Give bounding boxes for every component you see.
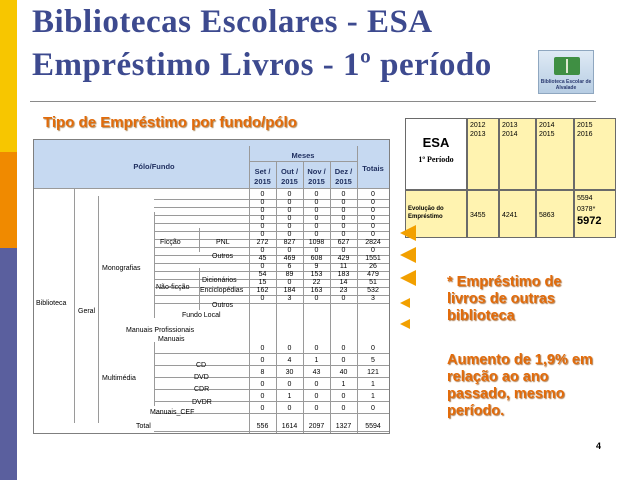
month-value-cell: 0 — [341, 393, 346, 400]
month-value-cell: 0 — [260, 405, 265, 412]
month-value-cell: 0 — [314, 191, 319, 198]
month-value-cell: 3 — [287, 295, 292, 302]
label-manuais-profissionais: Manuais Profissionais — [126, 327, 195, 334]
row-divider — [154, 377, 389, 378]
label-outros-naoficcao: Outros — [212, 302, 234, 309]
page-number: 4 — [596, 441, 602, 451]
month-value-cell: 0 — [341, 191, 346, 198]
month-value-cell: 0 — [287, 207, 292, 214]
esa-year: 2014 2015 — [536, 118, 574, 190]
month-value-cell: 183 — [337, 271, 350, 278]
month-value-cell: 153 — [310, 271, 323, 278]
month-value-cell: 40 — [339, 369, 348, 376]
month-value-cell: 0 — [341, 357, 346, 364]
label-outros: Outros — [212, 253, 234, 260]
month-value-cell: 556 — [256, 423, 269, 430]
label-dvd: DVD — [194, 374, 209, 381]
month-value-cell: 0 — [314, 381, 319, 388]
month-value-cell: 1 — [287, 393, 292, 400]
month-value-cell: 0 — [287, 405, 292, 412]
row-divider — [154, 353, 389, 354]
month-value-cell: 0 — [287, 199, 292, 206]
header-month-year: 2015 — [308, 177, 325, 186]
row-total-cell: 0 — [371, 231, 375, 238]
row-divider — [154, 431, 389, 432]
label-fundo-local: Fundo Local — [182, 312, 221, 319]
accent-bar-orange — [0, 152, 17, 248]
row-total-cell: 1551 — [365, 255, 381, 262]
row-total-cell: 0 — [371, 215, 375, 222]
month-value-cell: 0 — [341, 223, 346, 230]
row-total-cell: 2824 — [365, 239, 381, 246]
month-value-cell: 0 — [260, 357, 265, 364]
header-month: Nov / — [307, 167, 326, 176]
accent-bar-blue — [0, 248, 17, 480]
month-value-cell: 0 — [314, 231, 319, 238]
row-total-cell: 1 — [371, 393, 375, 400]
month-value-cell: 0 — [260, 199, 265, 206]
month-value-cell: 22 — [312, 279, 321, 286]
month-value-cell: 0 — [260, 263, 265, 270]
row-total-cell: 26 — [369, 263, 377, 270]
month-value-cell: 0 — [260, 191, 265, 198]
month-value-cell: 0 — [341, 295, 346, 302]
month-value-cell: 0 — [314, 295, 319, 302]
row-total-cell: 3 — [371, 295, 375, 302]
esa-value: 3455 — [467, 190, 499, 238]
label-cd: CD — [196, 362, 207, 369]
month-value-cell: 11 — [339, 263, 348, 270]
arrow-icon — [400, 270, 416, 286]
month-value-cell: 0 — [287, 279, 292, 286]
month-value-cell: 0 — [287, 345, 292, 352]
header-totais: Totais — [362, 164, 384, 173]
month-value-cell: 23 — [339, 287, 348, 294]
label-manuais-cef: Manuais_CEF — [150, 409, 195, 416]
row-total-cell: 479 — [367, 271, 379, 278]
row-total-cell: 532 — [367, 287, 379, 294]
esa-value-2015: 5594 — [577, 195, 593, 202]
label-pnl: PNL — [216, 239, 230, 246]
header-month-year: 2015 — [254, 177, 271, 186]
month-value-cell: 0 — [260, 207, 265, 214]
note-outras-bibliotecas: * Empréstimo de livros de outras biblioteca — [447, 274, 562, 324]
label-manuais: Manuais — [158, 336, 185, 343]
month-value-cell: 0 — [341, 405, 346, 412]
month-value-cell: 827 — [283, 239, 296, 246]
esa-value: 5863 — [536, 190, 574, 238]
book-icon — [554, 57, 580, 75]
slide-title-line1: Bibliotecas Escolares - ESA — [32, 4, 433, 40]
month-value-cell: 0 — [260, 231, 265, 238]
row-total-cell: 121 — [367, 369, 379, 376]
month-value-cell: 89 — [285, 271, 294, 278]
slide-title-line2: Empréstimo Livros - 1º período — [32, 47, 492, 83]
logo-caption: Biblioteca Escolar de Alvalade — [540, 79, 592, 91]
month-value-cell: 608 — [310, 255, 323, 262]
month-value-cell: 2097 — [308, 423, 325, 430]
month-value-cell: 8 — [260, 369, 265, 376]
month-value-cell: 163 — [310, 287, 323, 294]
month-value-cell: 45 — [258, 255, 267, 262]
month-value-cell: 0 — [314, 247, 319, 254]
esa-value-total: 5972 — [577, 215, 602, 227]
label-biblioteca: Biblioteca — [36, 300, 67, 307]
month-value-cell: 0 — [287, 231, 292, 238]
row-total-cell: 1 — [371, 381, 375, 388]
row-total-cell: 0 — [371, 223, 375, 230]
label-monografias: Monografias — [102, 265, 141, 272]
esa-periodo: 1º Período — [418, 155, 454, 164]
month-value-cell: 0 — [260, 393, 265, 400]
header-month: Dez / — [334, 167, 353, 176]
month-value-cell: 0 — [341, 231, 346, 238]
month-value-cell: 0 — [260, 247, 265, 254]
month-value-cell: 1098 — [308, 239, 325, 246]
month-value-cell: 1 — [341, 381, 346, 388]
row-total-cell: 0 — [371, 199, 375, 206]
month-value-cell: 0 — [314, 207, 319, 214]
row-divider — [154, 365, 389, 366]
note-aumento: Aumento de 1,9% em relação ao ano passado, mesmo período. — [447, 352, 593, 419]
esa-value-outros: 0378* — [577, 206, 596, 213]
month-value-cell: 429 — [337, 255, 350, 262]
arrow-icon — [400, 319, 410, 329]
row-total-cell: 0 — [371, 247, 375, 254]
esa-evolucao-label: Evolução do Empréstimo — [405, 190, 467, 238]
month-value-cell: 0 — [341, 199, 346, 206]
esa-year: 2013 2014 — [499, 118, 536, 190]
esa-year: 2012 2013 — [467, 118, 499, 190]
month-value-cell: 14 — [339, 279, 348, 286]
row-total-cell: 0 — [371, 207, 375, 214]
month-value-cell: 30 — [285, 369, 294, 376]
row-total-cell: 0 — [371, 191, 375, 198]
month-value-cell: 0 — [260, 215, 265, 222]
label-enciclopedias: Enciclopédias — [200, 287, 244, 294]
month-value-cell: 162 — [256, 287, 269, 294]
month-value-cell: 0 — [314, 199, 319, 206]
month-value-cell: 54 — [258, 271, 267, 278]
label-cdr: CDR — [194, 386, 210, 393]
month-value-cell: 0 — [314, 345, 319, 352]
month-value-cell: 627 — [337, 239, 350, 246]
month-value-cell: 0 — [341, 345, 346, 352]
row-divider — [154, 303, 389, 304]
month-value-cell: 0 — [260, 381, 265, 388]
header-meses: Meses — [291, 151, 315, 160]
row-total-cell: 0 — [371, 345, 375, 352]
month-value-cell: 6 — [287, 263, 292, 270]
month-value-cell: 0 — [314, 215, 319, 222]
month-value-cell: 272 — [256, 239, 269, 246]
header-polo-fundo: Pólo/Fundo — [133, 162, 175, 171]
arrow-icon — [400, 247, 416, 263]
accent-bar-yellow — [0, 0, 17, 152]
month-value-cell: 0 — [341, 247, 346, 254]
row-divider — [154, 401, 389, 402]
header-month-year: 2015 — [335, 177, 352, 186]
label-ficcao: Ficção — [160, 239, 181, 246]
row-total-cell: 5594 — [365, 423, 381, 430]
library-logo — [538, 50, 594, 94]
header-month: Out / — [280, 167, 299, 176]
month-value-cell: 0 — [314, 223, 319, 230]
month-value-cell: 0 — [341, 207, 346, 214]
month-value-cell: 1614 — [281, 423, 298, 430]
esa-title: ESA — [422, 135, 450, 150]
header-month-year: 2015 — [281, 177, 298, 186]
month-value-cell: 0 — [314, 393, 319, 400]
month-value-cell: 0 — [260, 345, 265, 352]
label-dvdr: DVDR — [192, 399, 212, 406]
arrow-icon — [400, 298, 410, 308]
month-value-cell: 0 — [260, 295, 265, 302]
month-value-cell: 469 — [283, 255, 296, 262]
label-multimedia: Multimédia — [102, 375, 136, 382]
esa-year: 2015 2016 — [574, 118, 616, 190]
month-value-cell: 43 — [312, 369, 321, 376]
loans-table — [33, 139, 390, 434]
month-value-cell: 15 — [258, 279, 267, 286]
month-value-cell: 4 — [287, 357, 292, 364]
esa-evolution-table — [405, 118, 620, 238]
label-total: Total — [136, 423, 151, 430]
esa-value: 4241 — [499, 190, 536, 238]
row-total-cell: 5 — [371, 357, 375, 364]
row-total-cell: 0 — [371, 405, 375, 412]
label-nao-ficcao: Não-ficção — [156, 284, 190, 291]
month-value-cell: 0 — [287, 191, 292, 198]
header-month: Set / — [254, 167, 271, 176]
month-value-cell: 0 — [314, 405, 319, 412]
arrow-icon — [400, 225, 416, 241]
month-value-cell: 0 — [260, 223, 265, 230]
month-value-cell: 1 — [314, 357, 319, 364]
label-dicionarios: Dicionários — [202, 277, 237, 284]
month-value-cell: 0 — [287, 247, 292, 254]
month-value-cell: 9 — [314, 263, 319, 270]
month-value-cell: 1327 — [335, 423, 352, 430]
month-value-cell: 0 — [287, 215, 292, 222]
title-divider — [30, 101, 596, 102]
month-value-cell: 0 — [341, 215, 346, 222]
month-value-cell: 184 — [283, 287, 296, 294]
row-total-cell: 51 — [369, 279, 377, 286]
row-divider — [154, 389, 389, 390]
label-geral: Geral — [78, 308, 96, 315]
month-value-cell: 0 — [287, 223, 292, 230]
month-value-cell: 0 — [287, 381, 292, 388]
table-subtitle: Tipo de Empréstimo por fundo/pólo — [43, 114, 297, 131]
